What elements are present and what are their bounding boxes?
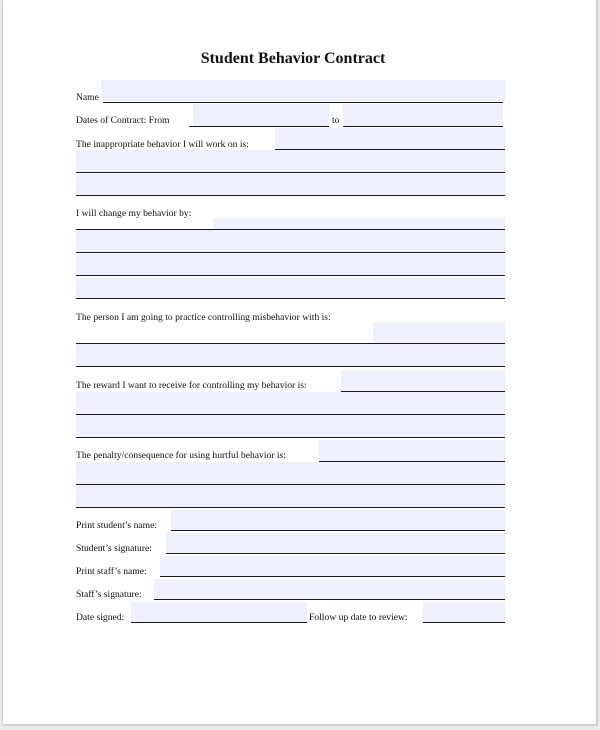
practice-person-line-2 <box>76 366 505 367</box>
form-title: Student Behavior Contract <box>200 50 386 67</box>
practice-person-field-2[interactable] <box>76 344 505 366</box>
change-behavior-line-4 <box>76 298 505 299</box>
penalty-label: The penalty/consequence for using hurtful behavior is: <box>76 450 286 461</box>
print-staff-name-field[interactable] <box>160 556 505 577</box>
practice-person-line-1 <box>76 343 505 344</box>
penalty-line-3 <box>76 507 505 508</box>
inappropriate-behavior-line-3 <box>76 195 505 196</box>
dates-to-label: to <box>332 115 340 126</box>
date-signed-line <box>131 622 307 623</box>
penalty-field[interactable] <box>319 440 505 461</box>
date-signed-label: Date signed: <box>76 612 125 623</box>
print-student-name-label: Print student’s name: <box>76 520 158 531</box>
penalty-field-3[interactable] <box>76 485 505 507</box>
student-signature-label: Student’s signature: <box>76 543 152 554</box>
reward-field[interactable] <box>341 370 505 391</box>
inappropriate-behavior-field-3[interactable] <box>76 174 505 196</box>
date-to-field[interactable] <box>343 104 503 126</box>
inappropriate-behavior-line-2 <box>76 172 505 173</box>
date-from-field[interactable] <box>193 104 329 126</box>
staff-signature-field[interactable] <box>154 579 505 600</box>
reward-line-1 <box>341 391 505 392</box>
name-line <box>103 102 503 103</box>
reward-field-3[interactable] <box>76 415 505 437</box>
inappropriate-behavior-label: The inappropriate behavior I will work on is: <box>76 139 249 150</box>
penalty-line-2 <box>76 484 505 485</box>
inappropriate-behavior-field-2[interactable] <box>76 150 505 173</box>
change-behavior-line-3 <box>76 275 505 276</box>
print-staff-name-line <box>160 576 505 577</box>
reward-line-2 <box>76 414 505 415</box>
inappropriate-behavior-line-1 <box>275 149 505 150</box>
change-behavior-label: I will change my behavior by: <box>76 208 192 219</box>
practice-person-label: The person I am going to practice controlling misbehavior with is: <box>76 312 331 323</box>
student-signature-field[interactable] <box>166 533 505 554</box>
change-behavior-line-1 <box>76 229 505 230</box>
change-behavior-field-4[interactable] <box>76 278 505 299</box>
date-from-line <box>189 126 329 127</box>
date-to-line <box>343 126 503 127</box>
follow-up-date-label: Follow up date to review: <box>309 612 408 623</box>
print-student-name-field[interactable] <box>171 510 505 531</box>
change-behavior-field-2[interactable] <box>76 230 505 252</box>
name-field[interactable] <box>101 80 505 101</box>
dates-label: Dates of Contract: From <box>76 115 170 126</box>
print-staff-name-label: Print staff’s name: <box>76 566 147 577</box>
reward-field-2[interactable] <box>76 392 505 414</box>
change-behavior-field[interactable] <box>213 218 505 229</box>
staff-signature-label: Staff’s signature: <box>76 589 142 600</box>
change-behavior-field-3[interactable] <box>76 254 505 276</box>
penalty-line-1 <box>319 461 505 462</box>
penalty-field-2[interactable] <box>76 462 505 484</box>
document-page <box>3 0 597 725</box>
follow-up-date-line <box>423 622 505 623</box>
date-signed-field[interactable] <box>131 602 307 623</box>
change-behavior-line-2 <box>76 252 505 253</box>
reward-line-3 <box>76 437 505 438</box>
follow-up-date-field[interactable] <box>423 602 505 623</box>
staff-signature-line <box>154 599 505 600</box>
student-signature-line <box>166 553 505 554</box>
inappropriate-behavior-field[interactable] <box>275 128 505 149</box>
name-label: Name <box>76 92 99 103</box>
practice-person-field[interactable] <box>373 322 505 343</box>
print-student-name-line <box>171 530 505 531</box>
reward-label: The reward I want to receive for controlling my behavior is: <box>76 380 307 391</box>
